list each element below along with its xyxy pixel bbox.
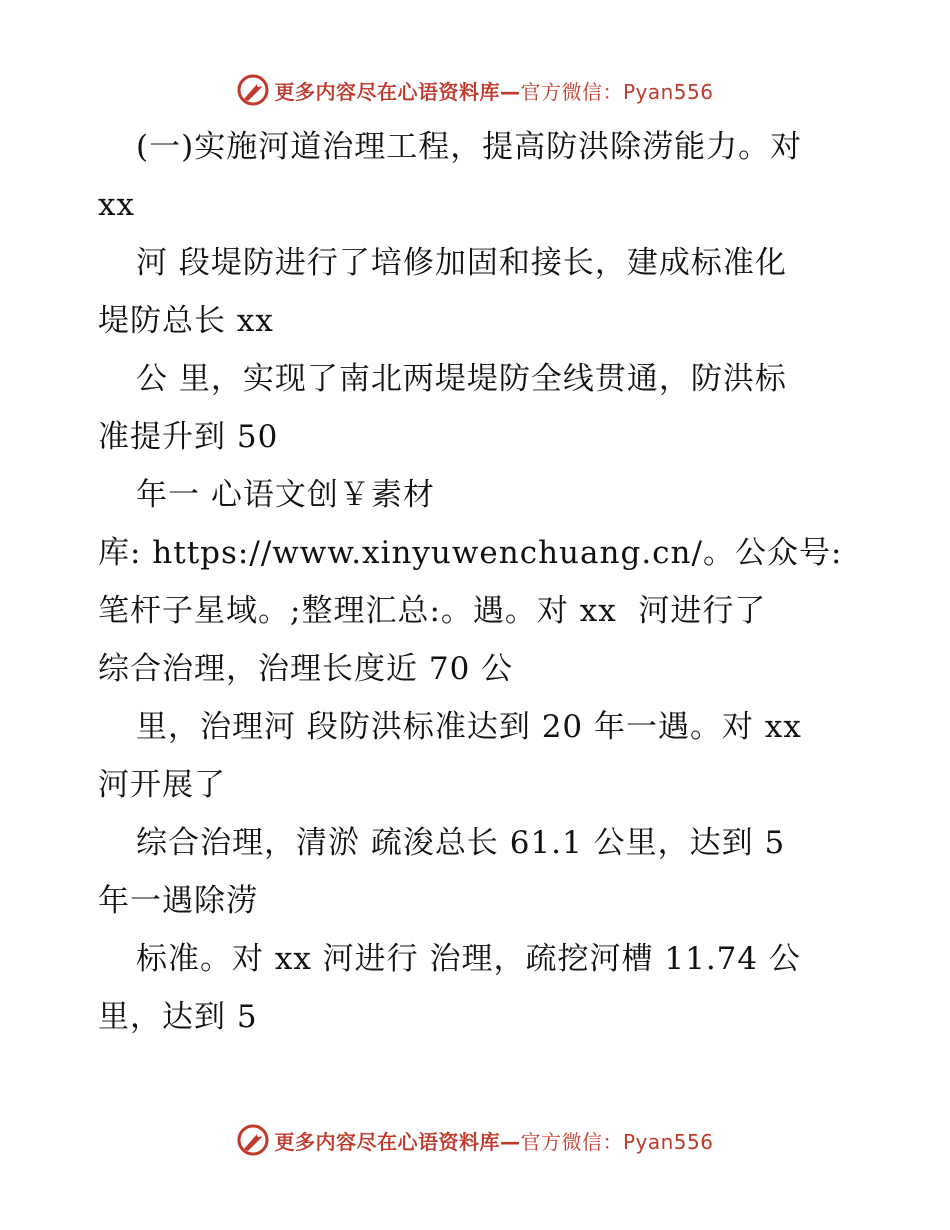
footer-promo: 更多内容尽在心语资料库— <box>274 1129 521 1154</box>
paragraph-line: 准提升到 50 <box>98 419 279 455</box>
header-banner <box>0 70 950 110</box>
paragraph-line: 河开展了 <box>98 767 226 803</box>
paragraph-line: 年一遇除涝 <box>98 883 258 919</box>
paragraph-line: (一)实施河道治理工程，提高防洪除涝能力。对 <box>136 129 803 165</box>
paragraph-line: 年一 心语文创￥素材 <box>136 477 435 513</box>
header-promo: 更多内容尽在心语资料库— <box>274 79 521 104</box>
pen-logo-icon <box>236 1123 270 1157</box>
pen-logo-icon <box>236 73 270 107</box>
footer-banner <box>0 1120 950 1160</box>
paragraph-line: xx <box>98 187 135 223</box>
paragraph-line: 综合治理，清淤 疏浚总长 61.1 公里，达到 5 <box>136 825 786 861</box>
paragraph-line: 笔杆子星域。;整理汇总:。遇。对 xx 河进行了 <box>98 593 767 629</box>
paragraph-line: 堤防总长 xx <box>98 303 274 339</box>
footer-banner-text <box>274 1126 713 1155</box>
paragraph-line: 标准。对 xx 河进行 治理，疏挖河槽 11.74 公 <box>136 941 801 977</box>
paragraph-line: 里，治理河 段防洪标准达到 20 年一遇。对 xx <box>136 709 802 745</box>
paragraph-line: 里，达到 5 <box>98 999 258 1035</box>
document-body <box>98 118 858 1046</box>
paragraph-line: 公 里，实现了南北两堤堤防全线贯通，防洪标 <box>136 361 787 397</box>
paragraph-line: 综合治理，治理长度近 70 公 <box>98 651 514 687</box>
header-banner-text <box>274 76 713 105</box>
paragraph-line: 河 段堤防进行了培修加固和接长，建成标准化 <box>136 245 787 281</box>
footer-wechat: 官方微信：Pyan556 <box>520 1129 714 1154</box>
header-wechat: 官方微信：Pyan556 <box>520 79 714 104</box>
paragraph-line: 库: https://www.xinyuwenchuang.cn/。公众号: <box>98 535 843 571</box>
